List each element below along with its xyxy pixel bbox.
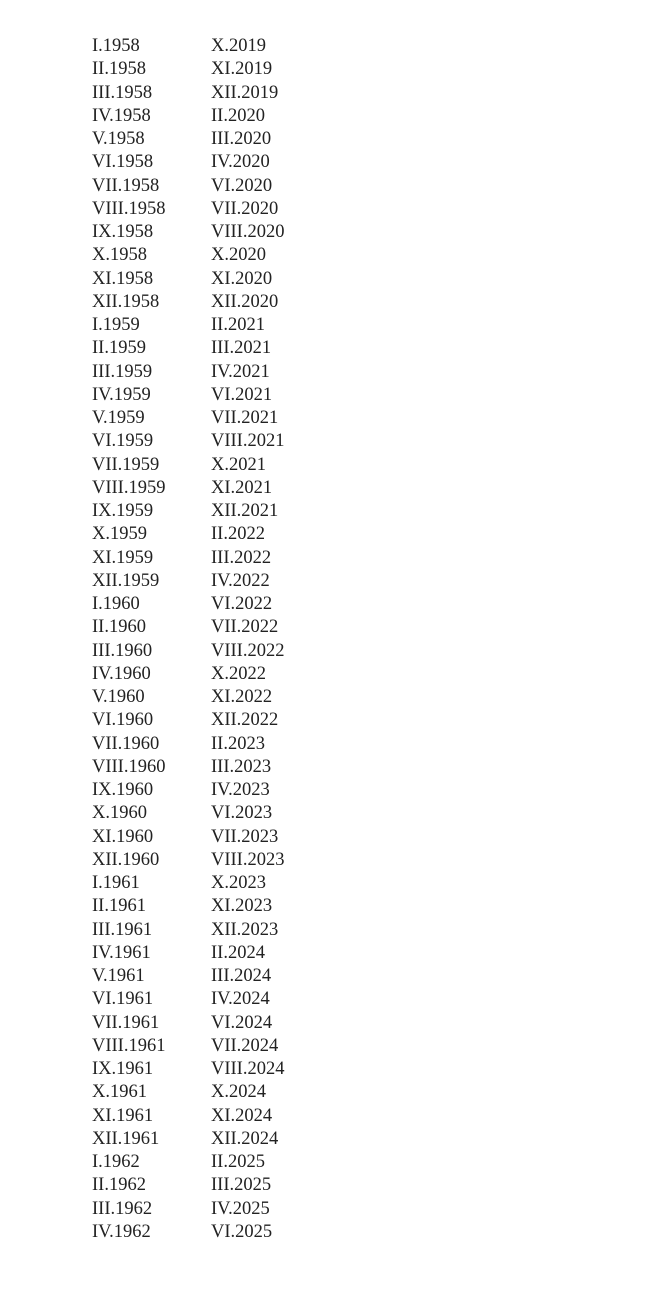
left-date-entry: IV.1959: [92, 384, 151, 405]
left-date-entry: II.1958: [92, 59, 146, 80]
right-date-entry: VI.2021: [211, 384, 273, 405]
right-date-entry: II.2022: [211, 524, 265, 545]
right-date-entry: XII.2020: [211, 291, 279, 312]
left-date-entry: II.1962: [92, 1175, 146, 1196]
left-date-entry: I.1960: [92, 594, 140, 614]
right-date-entry: XII.2024: [211, 1128, 279, 1149]
right-date-entry: X.2021: [211, 454, 266, 475]
right-date-entry: VI.2020: [211, 175, 273, 196]
left-date-entry: V.1961: [92, 966, 145, 986]
left-date-entry: I.1962: [92, 1152, 140, 1172]
left-date-entry: VIII.1961: [92, 1035, 166, 1056]
left-date-entry: XII.1958: [92, 291, 160, 312]
left-date-entry: V.1960: [92, 687, 145, 707]
right-date-entry: XI.2024: [211, 1105, 273, 1126]
right-date-entry: III.2020: [211, 129, 272, 149]
right-date-entry: XII.2021: [211, 501, 279, 521]
left-date-entry: VIII.1958: [92, 198, 166, 219]
right-date-entry: VI.2024: [211, 1012, 273, 1033]
left-date-entry: X.1961: [92, 1082, 147, 1103]
right-date-entry: VII.2023: [211, 826, 279, 847]
right-date-entry: IV.2022: [211, 570, 270, 591]
left-date-entry: XI.1960: [92, 826, 154, 847]
right-date-entry: VI.2022: [211, 594, 273, 614]
right-date-entry: VIII.2024: [211, 1059, 285, 1079]
right-date-entry: IV.2021: [211, 361, 270, 382]
right-date-entry: VII.2020: [211, 198, 279, 219]
left-date-column: [92, 35, 202, 1244]
right-date-entry: VIII.2022: [211, 640, 285, 661]
right-date-entry: VIII.2020: [211, 222, 285, 242]
right-date-entry: X.2022: [211, 663, 266, 684]
right-date-entry: II.2025: [211, 1152, 265, 1172]
left-date-entry: V.1959: [92, 408, 145, 428]
left-date-entry: VII.1960: [92, 733, 160, 754]
left-date-entry: II.1959: [92, 338, 146, 359]
left-date-entry: III.1959: [92, 361, 153, 382]
right-date-entry: VII.2022: [211, 617, 279, 638]
right-date-column: [211, 35, 341, 1244]
right-date-entry: VII.2021: [211, 408, 279, 428]
left-date-entry: IV.1961: [92, 942, 151, 963]
left-date-entry: VI.1960: [92, 710, 154, 731]
left-date-entry: I.1959: [92, 315, 140, 335]
left-date-entry: VIII.1959: [92, 477, 166, 498]
left-date-entry: III.1958: [92, 82, 153, 103]
left-date-entry: IX.1959: [92, 501, 154, 521]
left-date-entry: XI.1958: [92, 268, 154, 289]
left-date-entry: VI.1958: [92, 152, 154, 173]
left-date-entry: VI.1959: [92, 431, 154, 452]
right-date-entry: XI.2023: [211, 896, 273, 917]
left-date-entry: XI.1961: [92, 1105, 154, 1126]
right-date-entry: X.2020: [211, 245, 266, 266]
left-date-entry: VII.1958: [92, 175, 160, 196]
left-date-entry: III.1962: [92, 1198, 153, 1219]
left-date-entry: VIII.1960: [92, 756, 166, 777]
right-date-entry: VI.2023: [211, 803, 273, 824]
right-date-entry: III.2022: [211, 547, 272, 568]
right-date-entry: VIII.2023: [211, 849, 285, 870]
left-date-entry: VII.1961: [92, 1012, 160, 1033]
left-date-entry: X.1959: [92, 524, 147, 545]
left-date-entry: IX.1961: [92, 1059, 154, 1079]
left-date-entry: X.1960: [92, 803, 147, 824]
right-date-entry: IV.2024: [211, 989, 270, 1010]
right-date-entry: X.2019: [211, 36, 266, 56]
left-date-entry: IX.1958: [92, 222, 154, 242]
right-date-entry: X.2024: [211, 1082, 266, 1103]
right-date-entry: III.2021: [211, 338, 272, 359]
left-date-entry: I.1958: [92, 36, 140, 56]
right-date-entry: VIII.2021: [211, 431, 285, 452]
right-date-entry: II.2021: [211, 315, 265, 335]
right-date-entry: XII.2019: [211, 82, 279, 103]
right-date-entry: XI.2021: [211, 477, 273, 498]
left-date-entry: III.1960: [92, 640, 153, 661]
right-date-entry: XII.2023: [211, 919, 279, 940]
right-date-entry: XI.2020: [211, 268, 273, 289]
left-date-entry: X.1958: [92, 245, 147, 266]
right-date-entry: XI.2022: [211, 687, 273, 707]
left-date-entry: IX.1960: [92, 780, 154, 800]
left-date-entry: XI.1959: [92, 547, 154, 568]
left-date-entry: XII.1961: [92, 1128, 160, 1149]
left-date-entry: II.1961: [92, 896, 146, 917]
right-date-entry: IV.2020: [211, 152, 270, 173]
right-date-entry: X.2023: [211, 873, 266, 893]
right-date-entry: IV.2025: [211, 1198, 270, 1219]
right-date-entry: IV.2023: [211, 780, 270, 800]
right-date-entry: III.2023: [211, 756, 272, 777]
right-date-entry: II.2020: [211, 105, 265, 126]
right-date-entry: VI.2025: [211, 1221, 273, 1242]
left-date-entry: III.1961: [92, 919, 153, 940]
right-date-entry: II.2024: [211, 942, 265, 963]
left-date-entry: IV.1958: [92, 105, 151, 126]
right-date-entry: III.2024: [211, 966, 272, 986]
left-date-entry: II.1960: [92, 617, 146, 638]
right-date-entry: VII.2024: [211, 1035, 279, 1056]
left-date-entry: V.1958: [92, 129, 145, 149]
left-date-entry: I.1961: [92, 873, 140, 893]
left-date-entry: XII.1959: [92, 570, 160, 591]
left-date-entry: XII.1960: [92, 849, 160, 870]
right-date-entry: XII.2022: [211, 710, 279, 731]
right-date-entry: III.2025: [211, 1175, 272, 1196]
right-date-entry: XI.2019: [211, 59, 273, 80]
left-date-entry: IV.1962: [92, 1221, 151, 1242]
left-date-entry: IV.1960: [92, 663, 151, 684]
left-date-entry: VI.1961: [92, 989, 154, 1010]
left-date-entry: VII.1959: [92, 454, 160, 475]
right-date-entry: II.2023: [211, 733, 265, 754]
